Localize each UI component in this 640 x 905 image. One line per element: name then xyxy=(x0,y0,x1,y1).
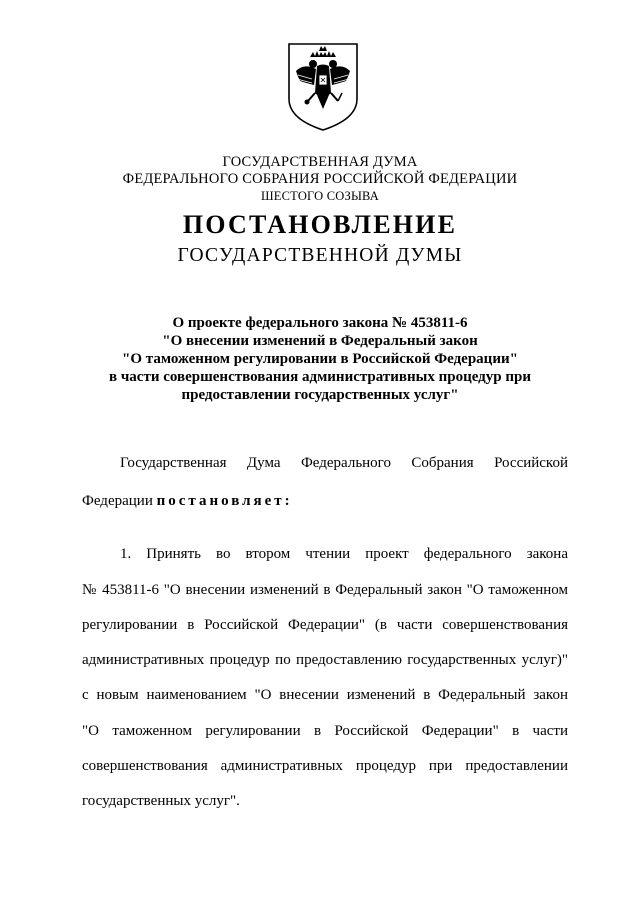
org-name-line2: ФЕДЕРАЛЬНОГО СОБРАНИЯ РОССИЙСКОЙ ФЕДЕРАЦИИ xyxy=(122,171,518,187)
convocation-line: ШЕСТОГО СОЗЫВА xyxy=(260,189,380,203)
subject-line3: "О таможенном регулировании в Российской Федерации" xyxy=(122,351,518,367)
subject-line4: в части совершенствования административных процедур при xyxy=(109,369,531,385)
clause1-line8: государственных услуг". xyxy=(82,793,240,809)
subject-line2: "О внесении изменений в Федеральный закон xyxy=(162,333,478,349)
clause1-line6: "О таможенном регулировании в Российской Федерации" в части xyxy=(82,723,568,739)
clause1-line1: 1. Принять во втором чтении проект федерального закона xyxy=(120,546,568,562)
document-type-title: ПОСТАНОВЛЕНИЕ xyxy=(182,210,458,239)
subject-line5: предоставлении государственных услуг" xyxy=(181,387,459,403)
subject-line1: О проекте федерального закона № 453811-6 xyxy=(172,315,468,331)
org-name-line1: ГОСУДАРСТВЕННАЯ ДУМА xyxy=(222,154,418,170)
clause1-line3: регулировании в Российской Федерации" (в части совершенствования xyxy=(82,617,568,633)
resolution-verb: постановляет: xyxy=(156,493,293,509)
coat-of-arms-icon xyxy=(286,41,360,133)
preamble-line2 xyxy=(82,493,568,510)
document-issuer-title: ГОСУДАРСТВЕННОЙ ДУМЫ xyxy=(177,245,463,266)
preamble-line1: Государственная Дума Федерального Собрания Российской xyxy=(120,455,568,471)
clause1-line7: совершенствования административных процедур при предоставлении xyxy=(82,758,568,774)
preamble-text: Федерации xyxy=(82,493,157,509)
clause1-line2: № 453811-6 "О внесении изменений в Федеральный закон "О таможенном xyxy=(82,582,568,598)
clause1-line4: административных процедур по предоставлению государственных услуг)" xyxy=(82,652,568,668)
clause1-line5: с новым наименованием "О внесении изменений в Федеральный закон xyxy=(82,687,568,703)
